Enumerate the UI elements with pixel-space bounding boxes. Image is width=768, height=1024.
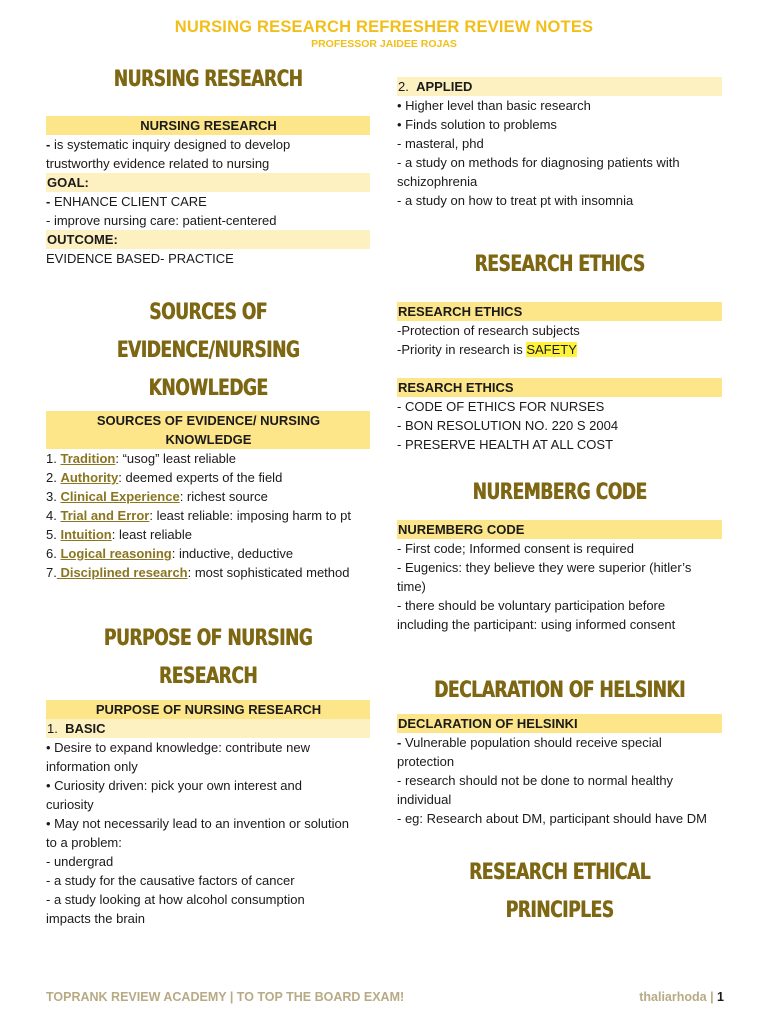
- note-line: information only: [46, 759, 138, 774]
- term-link-authority[interactable]: Authority: [60, 470, 119, 485]
- ethics-line-2: [397, 340, 722, 359]
- bar-sources-line-1: SOURCES OF EVIDENCE/ NURSING: [96, 413, 321, 428]
- document-title: NURSING RESEARCH REFRESHER REVIEW NOTES: [174, 18, 594, 36]
- note-line: impacts the brain: [46, 911, 145, 926]
- term-link-logical-reasoning[interactable]: Logical reasoning: [60, 546, 172, 561]
- heading-research-ethical-principles: [397, 854, 722, 930]
- bar-sources-of-evidence: [46, 411, 370, 449]
- applied-label: APPLIED: [416, 79, 473, 94]
- nuremberg-line: - Eugenics: they believe they were superior (hitler’s: [397, 560, 692, 575]
- item-number: 1.: [46, 451, 61, 466]
- heading-purpose-line-2: RESEARCH: [158, 664, 258, 689]
- bar-purpose-of-nursing-research: PURPOSE OF NURSING RESEARCH: [46, 700, 370, 719]
- list-item: [46, 487, 370, 506]
- item-description: : richest source: [179, 489, 268, 504]
- term-link-trial-and-error[interactable]: Trial and Error: [60, 508, 150, 523]
- bar-resarch-ethics: RESARCH ETHICS: [397, 378, 722, 397]
- heading-purpose-of-nursing-research: [46, 620, 370, 696]
- bar-declaration-of-helsinki: DECLARATION OF HELSINKI: [397, 714, 722, 733]
- footer-page-info: [639, 990, 724, 1004]
- safety-highlight: SAFETY: [526, 342, 577, 357]
- ethics-list-line: - BON RESOLUTION NO. 220 S 2004: [397, 418, 619, 433]
- item-description: : “usog” least reliable: [115, 451, 237, 466]
- definition-line-2: trustworthy evidence related to nursing: [46, 156, 270, 171]
- page-number: 1: [717, 990, 724, 1004]
- bar-research-ethics: RESEARCH ETHICS: [397, 302, 722, 321]
- goal-text-1: ENHANCE CLIENT CARE: [50, 194, 207, 209]
- item-number: 5.: [46, 527, 61, 542]
- nuremberg-line: - First code; Informed consent is required: [397, 541, 634, 556]
- helsinki-dash: -: [397, 735, 402, 750]
- note-line: curiosity: [46, 797, 94, 812]
- note-line: - undergrad: [46, 854, 114, 869]
- note-line: schizophrenia: [397, 174, 478, 189]
- note-line: • Curiosity driven: pick your own interest and: [46, 778, 302, 793]
- note-line: - a study for the causative factors of cancer: [46, 873, 295, 888]
- basic-number: 1.: [47, 721, 58, 736]
- goal-line-1: [46, 192, 370, 211]
- note-line: - a study on methods for diagnosing patients with: [397, 155, 680, 170]
- list-item: [46, 525, 370, 544]
- footer-handle: thaliarhoda: [639, 990, 707, 1004]
- term-link-disciplined-research[interactable]: Disciplined research: [56, 565, 188, 580]
- goal-dash: -: [46, 194, 51, 209]
- goal-line-2: - improve nursing care: patient-centered: [46, 213, 277, 228]
- applied-number: 2.: [398, 79, 409, 94]
- term-link-clinical-experience[interactable]: Clinical Experience: [60, 489, 180, 504]
- page-header: [0, 18, 768, 50]
- note-line: - masteral, phd: [397, 136, 484, 151]
- helsinki-line: protection: [397, 754, 455, 769]
- definition-line-1: [46, 135, 370, 154]
- item-number: 4.: [46, 508, 61, 523]
- heading-sources-line-3: KNOWLEDGE: [148, 376, 268, 401]
- heading-purpose-line-1: PURPOSE OF NURSING: [103, 626, 313, 651]
- item-description: : most sophisticated method: [187, 565, 350, 580]
- left-column: [46, 60, 370, 928]
- item-number: 7.: [46, 565, 57, 580]
- right-column: [397, 77, 722, 930]
- list-item: [46, 468, 370, 487]
- bar-sources-line-2: KNOWLEDGE: [165, 432, 252, 447]
- item-description: : deemed experts of the field: [118, 470, 283, 485]
- basic-label-row: [46, 719, 370, 738]
- ethics-line-1: -Protection of research subjects: [397, 323, 580, 338]
- helsinki-line: - research should not be done to normal healthy: [397, 773, 674, 788]
- item-number: 2.: [46, 470, 61, 485]
- heading-sources-of-evidence: [46, 294, 370, 408]
- bar-nursing-research: NURSING RESEARCH: [46, 116, 370, 135]
- list-item: [46, 506, 370, 525]
- item-number: 6.: [46, 546, 61, 561]
- document-subtitle: PROFESSOR JAIDEE ROJAS: [311, 38, 457, 50]
- sources-list: [46, 449, 370, 582]
- definition-text-1: is systematic inquiry designed to develop: [50, 137, 291, 152]
- helsinki-line-1: [397, 733, 722, 752]
- item-description: : least reliable: imposing harm to pt: [149, 508, 351, 523]
- helsinki-line: - eg: Research about DM, participant should have DM: [397, 811, 707, 826]
- outcome-line: EVIDENCE BASED- PRACTICE: [46, 251, 234, 266]
- bar-nuremberg-code: NUREMBERG CODE: [397, 520, 722, 539]
- heading-nursing-research: NURSING RESEARCH: [113, 67, 303, 92]
- term-link-tradition[interactable]: Tradition: [60, 451, 116, 466]
- list-item: [46, 544, 370, 563]
- heading-research-ethics: RESEARCH ETHICS: [474, 252, 645, 277]
- list-item: [46, 563, 370, 582]
- list-item: [46, 449, 370, 468]
- note-line: • Desire to expand knowledge: contribute new: [46, 740, 310, 755]
- applied-label-row: [397, 77, 722, 96]
- helsinki-line: individual: [397, 792, 452, 807]
- heading-sources-line-2: EVIDENCE/NURSING: [116, 338, 300, 363]
- heading-sources-line-1: SOURCES OF: [149, 300, 267, 325]
- note-line: • May not necessarily lead to an invention or solution: [46, 816, 349, 831]
- heading-nuremberg-code: NUREMBERG CODE: [472, 480, 647, 505]
- item-description: : inductive, deductive: [171, 546, 294, 561]
- footer-separator: |: [706, 990, 718, 1004]
- definition-dash: -: [46, 137, 51, 152]
- nuremberg-line: including the participant: using informed consent: [397, 617, 676, 632]
- basic-label: BASIC: [65, 721, 106, 736]
- ethics-list-line: - PRESERVE HEALTH AT ALL COST: [397, 437, 614, 452]
- basic-research-notes: [46, 738, 370, 928]
- goal-label: GOAL:: [46, 173, 370, 192]
- item-description: : least reliable: [111, 527, 192, 542]
- note-line: to a problem:: [46, 835, 122, 850]
- term-link-intuition[interactable]: Intuition: [60, 527, 112, 542]
- note-line: • Finds solution to problems: [397, 117, 557, 132]
- helsinki-text-1: Vulnerable population should receive special: [401, 735, 662, 750]
- footer-academy: TOPRANK REVIEW ACADEMY | TO TOP THE BOARD EXAM!: [46, 990, 405, 1004]
- note-line: - a study looking at how alcohol consumption: [46, 892, 305, 907]
- note-line: • Higher level than basic research: [397, 98, 591, 113]
- item-number: 3.: [46, 489, 61, 504]
- heading-principles-line-1: RESEARCH ETHICAL: [468, 860, 651, 885]
- ethics-priority-text: -Priority in research is: [397, 342, 527, 357]
- outcome-label: OUTCOME:: [46, 230, 370, 249]
- nuremberg-line: time): [397, 579, 426, 594]
- heading-principles-line-2: PRINCIPLES: [505, 898, 614, 923]
- heading-declaration-of-helsinki: DECLARATION OF HELSINKI: [434, 678, 685, 703]
- ethics-list-line: - CODE OF ETHICS FOR NURSES: [397, 399, 605, 414]
- nuremberg-line: - there should be voluntary participation before: [397, 598, 666, 613]
- note-line: - a study on how to treat pt with insomnia: [397, 193, 634, 208]
- applied-research-notes: [397, 96, 722, 210]
